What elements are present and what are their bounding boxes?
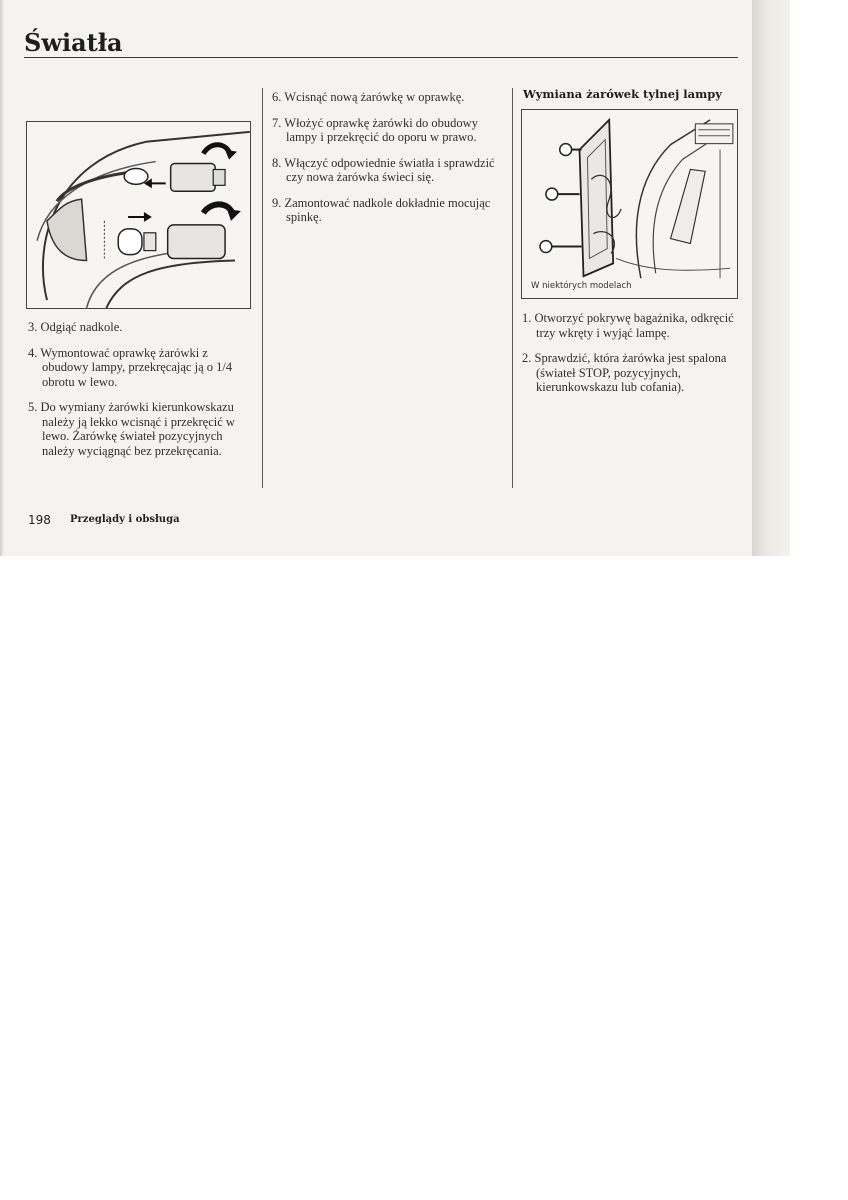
- section-heading: Wymiana żarówek tylnej lampy: [523, 87, 722, 101]
- list-item: 3. Odgiąć nadkole.: [28, 320, 123, 334]
- column-divider-1: [262, 88, 263, 488]
- page-binding-shadow: [752, 0, 790, 556]
- list-item: 9. Zamontować nadkole dokładnie mocując spinkę.: [272, 195, 491, 224]
- list-item: 4. Wymontować oprawkę żarówki z obudowy lampy, przekręcając ją o 1/4 obrotu w lewo.: [28, 345, 233, 389]
- page-title: Światła: [24, 28, 123, 57]
- left-steps-list: [28, 320, 250, 469]
- page-left-edge-shadow: [0, 0, 4, 556]
- list-item: 2. Sprawdzić, która żarówka jest spalona (świateł STOP, pozycyjnych, kierunkowskazu lub cofania).: [522, 351, 727, 394]
- title-rule: [24, 57, 738, 58]
- list-item: 7. Włożyć oprawkę żarówki do obudowy lampy i przekręcić do oporu w prawo.: [272, 115, 478, 144]
- list-item: 6. Wcisnąć nową żarówkę w oprawkę.: [272, 90, 465, 104]
- front-bulb-socket-illustration-icon: [26, 121, 251, 309]
- right-steps-list: [522, 311, 746, 406]
- figure-caption: W niektórych modelach: [531, 281, 632, 291]
- middle-steps-list: [272, 90, 502, 236]
- list-item: 1. Otworzyć pokrywę bagażnika, odkręcić trzy wkręty i wyjąć lampę.: [522, 311, 734, 340]
- list-item: 8. Włączyć odpowiednie światła i sprawdzić czy nowa żarówka świeci się.: [272, 155, 495, 184]
- page-number: 198: [28, 513, 51, 527]
- list-item: 5. Do wymiany żarówki kierunkowskazu należy ją lekko wcisnąć i przekręcić w lewo. Żarówkę świateł pozycyjnych należy wyciągnąć bez przekręcania.: [28, 400, 235, 458]
- rear-lamp-screws-illustration-icon: [521, 109, 738, 299]
- section-name: Przeglądy i obsługa: [70, 514, 180, 525]
- column-divider-2: [512, 88, 513, 488]
